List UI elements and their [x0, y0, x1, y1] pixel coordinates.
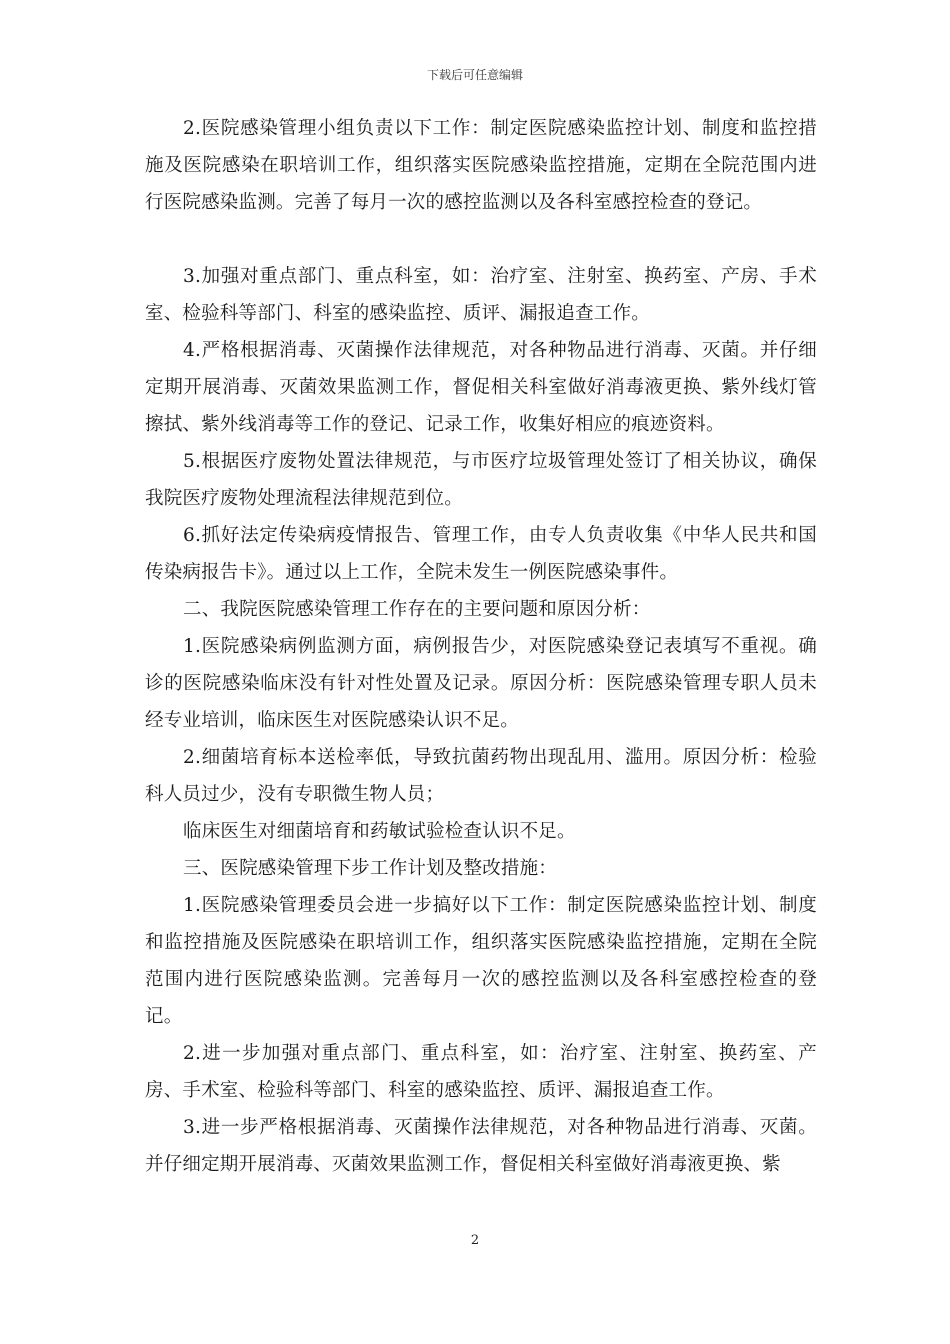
- page-number: 2: [470, 1233, 480, 1248]
- page-header: 下载后可任意编辑: [426, 68, 523, 82]
- paragraph: 6.抓好法定传染病疫情报告、管理工作，由专人负责收集《中华人民共和国传染病报告卡》。通过以上工作，全院未发生一例医院感染事件。: [145, 525, 817, 583]
- document-body: [145, 110, 817, 1183]
- paragraph: 2.进一步加强对重点部门、重点科室，如：治疗室、注射室、换药室、产房、手术室、检验科等部门、科室的感染监控、质评、漏报追查工作。: [145, 1043, 817, 1101]
- paragraph: 4.严格根据消毒、灭菌操作法律规范，对各种物品进行消毒、灭菌。并仔细定期开展消毒、灭菌效果监测工作，督促相关科室做好消毒液更换、紫外线灯管擦拭、紫外线消毒等工作的登记、记录工作，收集好相应的痕迹资料。: [145, 340, 817, 435]
- paragraph-gap: [145, 221, 817, 258]
- paragraph: 3.进一步严格根据消毒、灭菌操作法律规范，对各种物品进行消毒、灭菌。并仔细定期开展消毒、灭菌效果监测工作，督促相关科室做好消毒液更换、紫: [145, 1117, 817, 1175]
- paragraph: 1.医院感染病例监测方面，病例报告少，对医院感染登记表填写不重视。确诊的医院感染临床没有针对性处置及记录。原因分析：医院感染管理专职人员未经专业培训，临床医生对医院感染认识不足。: [145, 636, 817, 731]
- paragraph: 3.加强对重点部门、重点科室，如：治疗室、注射室、换药室、产房、手术室、检验科等部门、科室的感染监控、质评、漏报追查工作。: [145, 266, 817, 324]
- paragraph: 1.医院感染管理委员会进一步搞好以下工作：制定医院感染监控计划、制度和监控措施及医院感染在职培训工作，组织落实医院感染监控措施，定期在全院范围内进行医院感染监测。完善每月一次的感控监测以及各科室感控检查的登记。: [145, 895, 817, 1027]
- paragraph: 2.细菌培育标本送检率低，导致抗菌药物出现乱用、滥用。原因分析：检验科人员过少，没有专职微生物人员；: [145, 747, 817, 805]
- paragraph: 临床医生对细菌培育和药敏试验检查认识不足。: [183, 821, 576, 842]
- paragraph: 2.医院感染管理小组负责以下工作：制定医院感染监控计划、制度和监控措施及医院感染在职培训工作，组织落实医院感染监控措施，定期在全院范围内进行医院感染监测。完善了每月一次的感控监测以及各科室感控检查的登记。: [145, 118, 817, 213]
- paragraph: 5.根据医疗废物处置法律规范，与市医疗垃圾管理处签订了相关协议，确保我院医疗废物处理流程法律规范到位。: [145, 451, 817, 509]
- section-heading: 三、医院感染管理下步工作计划及整改措施：: [183, 858, 558, 879]
- section-heading: 二、我院医院感染管理工作存在的主要问题和原因分析：: [183, 599, 651, 620]
